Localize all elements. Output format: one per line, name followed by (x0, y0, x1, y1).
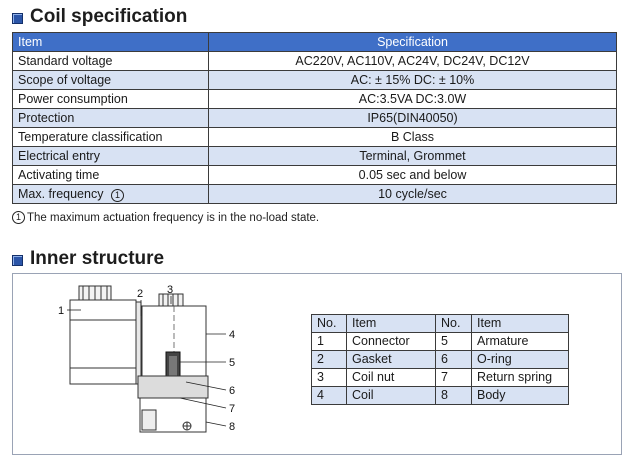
spec-item-with-mark (13, 185, 209, 204)
spec-item: Max. frequency (18, 186, 104, 201)
spec-value: AC:3.5VA DC:3.0W (209, 90, 617, 109)
spec-item: Electrical entry (13, 147, 209, 166)
header-item: Item (13, 33, 209, 52)
spec-item: Standard voltage (13, 52, 209, 71)
connector-shape (70, 286, 136, 384)
spec-item: Scope of voltage (13, 71, 209, 90)
part-no: 5 (436, 333, 472, 351)
callout-4: 4 (229, 329, 236, 341)
part-no: 1 (312, 333, 347, 351)
solenoid-cross-section-diagram (13, 274, 303, 454)
footnote-mark: 1 (12, 211, 25, 224)
part-no: 3 (312, 369, 347, 387)
header-item: Item (472, 315, 569, 333)
callout-2: 2 (137, 288, 144, 300)
parts-table (311, 314, 569, 405)
spec-item: Protection (13, 109, 209, 128)
table-row (13, 52, 617, 71)
table-row (312, 333, 569, 351)
footnote (12, 211, 319, 224)
spec-item: Temperature classification (13, 128, 209, 147)
part-item: Return spring (472, 369, 569, 387)
square-bullet-icon (12, 13, 23, 24)
header-item: Item (347, 315, 436, 333)
footnote-mark: 1 (111, 189, 124, 202)
header-specification: Specification (209, 33, 617, 52)
table-row (13, 128, 617, 147)
callout-8: 8 (229, 421, 236, 433)
coil-spec-table (12, 32, 617, 204)
table-row (13, 109, 617, 128)
spec-value: IP65(DIN40050) (209, 109, 617, 128)
inner-structure-panel (12, 273, 622, 455)
spec-value: B Class (209, 128, 617, 147)
part-no: 2 (312, 351, 347, 369)
part-item: Coil (347, 387, 436, 405)
spec-item: Power consumption (13, 90, 209, 109)
table-row (13, 166, 617, 185)
part-no: 6 (436, 351, 472, 369)
table-row (312, 351, 569, 369)
spec-value: Terminal, Grommet (209, 147, 617, 166)
part-item: Gasket (347, 351, 436, 369)
gasket-shape (136, 302, 141, 384)
footnote-text: The maximum actuation frequency is in the no-load state. (27, 211, 320, 224)
spec-value: AC: ± 15% DC: ± 10% (209, 71, 617, 90)
part-item: Coil nut (347, 369, 436, 387)
parts-header-row (312, 315, 569, 333)
callout-6: 6 (229, 385, 236, 397)
table-row (312, 369, 569, 387)
inner-structure-heading (12, 248, 164, 270)
spec-value: 10 cycle/sec (209, 185, 617, 204)
part-item: Body (472, 387, 569, 405)
coil-spec-heading (12, 6, 187, 28)
coil-spec-title: Coil specification (30, 6, 188, 27)
part-no: 8 (436, 387, 472, 405)
spec-value: 0.05 sec and below (209, 166, 617, 185)
callout-7: 7 (229, 403, 236, 415)
callout-1: 1 (58, 305, 65, 317)
part-item: O-ring (472, 351, 569, 369)
spec-value: AC220V, AC110V, AC24V, DC24V, DC12V (209, 52, 617, 71)
table-row (13, 185, 617, 204)
table-row (312, 387, 569, 405)
callout-3: 3 (167, 284, 174, 296)
table-row (13, 71, 617, 90)
coil-spec-header-row (13, 33, 617, 52)
header-no: No. (436, 315, 472, 333)
part-item: Armature (472, 333, 569, 351)
part-no: 7 (436, 369, 472, 387)
part-item: Connector (347, 333, 436, 351)
square-bullet-icon (12, 255, 23, 266)
table-row (13, 90, 617, 109)
header-no: No. (312, 315, 347, 333)
inner-structure-title: Inner structure (30, 248, 165, 269)
part-no: 4 (312, 387, 347, 405)
spec-item: Activating time (13, 166, 209, 185)
callout-5: 5 (229, 357, 236, 369)
table-row (13, 147, 617, 166)
